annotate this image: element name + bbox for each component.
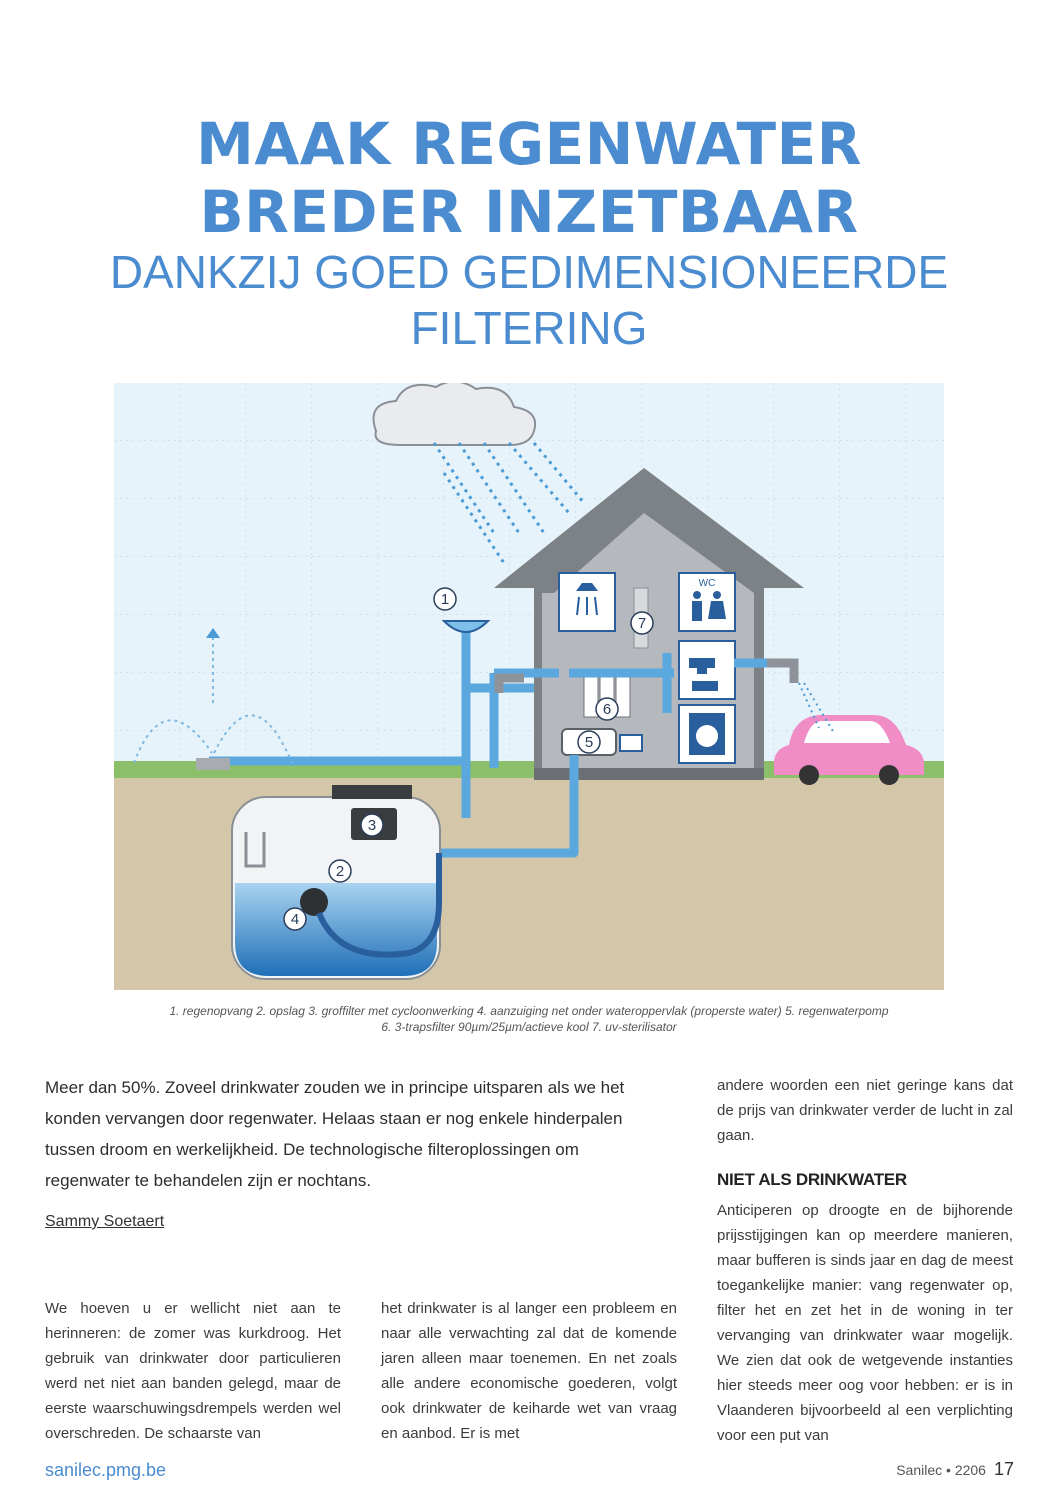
title-line-1: MAAK REGENWATER	[196, 110, 862, 178]
body-column-3-top: andere woorden een niet geringe kans dat de prijs van drinkwater verder de lucht in zal gaan.	[717, 1077, 1013, 1144]
marker-4	[284, 908, 306, 930]
marker-6	[596, 698, 618, 720]
footer-issue-label: Sanilec • 2206	[896, 1462, 986, 1478]
body-column-3: Anticiperen op droogte en de bijhorende prijsstijgingen kan op meerdere manieren, maar bufferen is sinds jaar en dag de meest toegankelijke manier: vang regenwater op, filter het en zet het in de woning in ter vervanging van drinkwater waar mogelijk. We zien dat ook de wetgevende instanties hier steeds meer oog voor hebben: er is in Vlaanderen bijvoorbeeld al een verplichting voor een put van	[717, 1202, 1013, 1444]
marker-2	[329, 860, 351, 882]
svg-text:1: 1	[440, 591, 450, 608]
svg-text:7: 7	[637, 615, 647, 632]
page-number: 17	[993, 1459, 1014, 1479]
svg-text:3: 3	[367, 817, 377, 834]
title-line-2: BREDER INZETBAAR	[199, 178, 859, 246]
footer-issue	[896, 1459, 1014, 1480]
power-plug-icon	[620, 735, 642, 751]
figure-caption-line-1: 1. regenopvang 2. opslag 3. groffilter met cycloonwerking 4. aanzuiging net onder wateroppervlak (properste water) 5. regenwaterpomp	[169, 1004, 889, 1018]
wc-label: WC	[698, 578, 716, 589]
marker-3	[361, 814, 383, 836]
subtitle-line-1: DANKZIJ GOED GEDIMENSIONEERDE	[109, 246, 949, 298]
svg-text:4: 4	[290, 911, 300, 928]
rainwater-system-diagram	[114, 383, 944, 990]
body-column-1: We hoeven u er wellicht niet aan te herinneren: de zomer was kurkdroog. Het gebruik van drinkwater door particulieren werd net niet aan banden gelegd, maar de eerste waarschuwingsdrempels werden wel overschreden. De schaarste van	[45, 1300, 341, 1442]
marker-1	[434, 588, 456, 610]
marker-7	[631, 612, 653, 634]
svg-text:5: 5	[584, 734, 594, 751]
body-column-2: het drinkwater is al langer een probleem en naar alle verwachting zal dat de komende jaren alleen maar toenemen. En net zoals alle andere economische goederen, volgt ook drinkwater de keiharde wet van vraag en aanbod. Er is met	[381, 1300, 677, 1442]
svg-text:6: 6	[602, 701, 612, 718]
author-link[interactable]: Sammy Soetaert	[45, 1213, 165, 1230]
footer-website-link[interactable]: sanilec.pmg.be	[45, 1460, 167, 1480]
svg-text:2: 2	[335, 863, 345, 880]
subtitle-line-2: FILTERING	[410, 302, 648, 354]
figure-caption-line-2: 6. 3-trapsfilter 90µm/25µm/actieve kool 7. uv-sterilisator	[381, 1020, 677, 1034]
lead-paragraph: Meer dan 50%. Zoveel drinkwater zouden we in principe uitsparen als we het konden vervangen door regenwater. Helaas staan er nog enkele hinderpalen tussen droom en werkelijkheid. De technologische filteroplossingen om regenwater te behandelen zijn er nochtans.	[45, 1078, 625, 1190]
marker-5	[578, 731, 600, 753]
section-heading: NIET ALS DRINKWATER	[717, 1170, 907, 1189]
